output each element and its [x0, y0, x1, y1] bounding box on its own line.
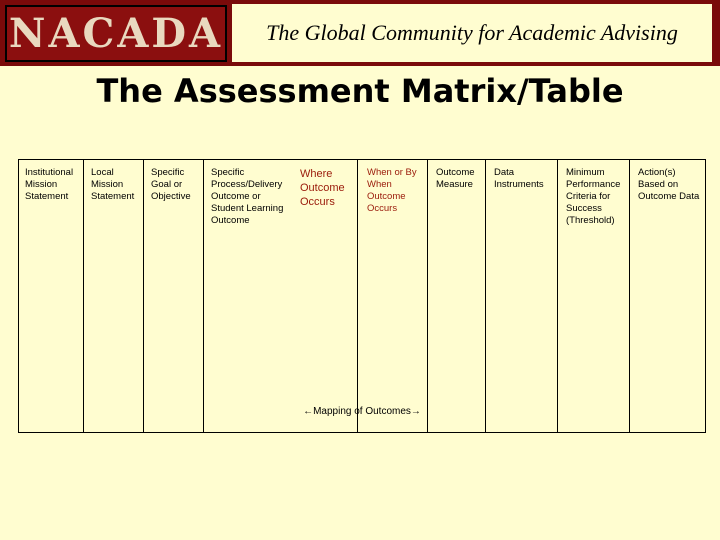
- mapping-of-outcomes-label: ←Mapping of Outcomes→: [303, 406, 421, 417]
- logo-text: NACADA: [8, 10, 224, 57]
- assessment-matrix: [18, 159, 706, 433]
- column-divider: [629, 160, 630, 432]
- column-header-specific-goal: Specific Goal or Objective: [151, 167, 191, 202]
- column-divider: [203, 160, 204, 432]
- header-bar: [0, 0, 720, 66]
- column-divider: [83, 160, 84, 432]
- column-header-institutional-mission: Institutional Mission Statement: [25, 167, 74, 202]
- column-header-when-outcome-occurs: When or By When Outcome Occurs: [367, 167, 417, 214]
- column-divider: [427, 160, 428, 432]
- nacada-logo: [5, 5, 227, 62]
- column-header-outcome-measure: Outcome Measure: [436, 167, 475, 190]
- column-header-local-mission: Local Mission Statement: [91, 167, 135, 202]
- column-divider: [143, 160, 144, 432]
- column-header-specific-outcome: Specific Process/Delivery Outcome or Student Learning Outcome: [211, 167, 284, 226]
- page-title: The Assessment Matrix/Table: [96, 72, 624, 110]
- column-divider: [557, 160, 558, 432]
- column-header-where-outcome-occurs: Where Outcome Occurs: [300, 168, 345, 208]
- column-header-actions: Action(s) Based on Outcome Data: [638, 167, 700, 202]
- column-header-minimum-performance: Minimum Performance Criteria for Success (Threshold): [566, 167, 621, 226]
- column-header-data-instruments: Data Instruments: [494, 167, 544, 190]
- tagline: The Global Community for Academic Advising: [232, 4, 712, 62]
- column-divider: [485, 160, 486, 432]
- column-divider: [357, 160, 358, 432]
